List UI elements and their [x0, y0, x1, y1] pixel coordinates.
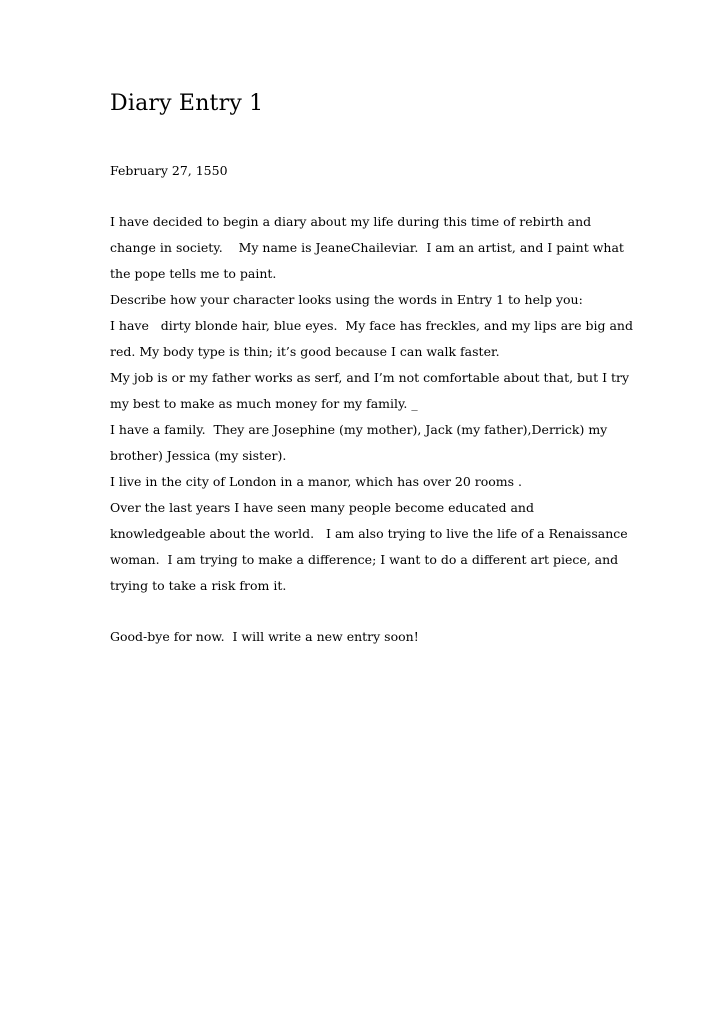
body-line: I have a family. They are Josephine (my mother), Jack (my father),Derrick) my — [110, 422, 608, 437]
closing-line: Good-bye for now. I will write a new entry soon! — [110, 629, 419, 644]
body-line: the pope tells me to paint. — [110, 266, 277, 281]
body-line: Describe how your character looks using the words in Entry 1 to help you: — [110, 292, 583, 307]
entry-date: February 27, 1550 — [110, 163, 228, 178]
page-title: Diary Entry 1 — [110, 91, 264, 116]
body-line: woman. I am trying to make a difference; I want to do a different art piece, and — [110, 552, 619, 567]
body-line: Over the last years I have seen many people become educated and — [110, 500, 534, 515]
body-line: My job is or my father works as serf, and I’m not comfortable about that, but I try — [110, 370, 630, 385]
body-line: I have decided to begin a diary about my life during this time of rebirth and — [110, 214, 592, 229]
body-line: red. My body type is thin; it’s good because I can walk faster. — [110, 344, 500, 359]
body-line: brother) Jessica (my sister). — [110, 448, 287, 463]
body-line: change in society. My name is JeaneChaileviar. I am an artist, and I paint what — [110, 240, 624, 255]
body-line: I have dirty blonde hair, blue eyes. My face has freckles, and my lips are big and — [110, 318, 633, 333]
body-line: knowledgeable about the world. I am also trying to live the life of a Renaissance — [110, 526, 628, 541]
body-line: trying to take a risk from it. — [110, 578, 287, 593]
body-line: I live in the city of London in a manor, which has over 20 rooms . — [110, 474, 523, 489]
body-line: my best to make as much money for my family. _ — [110, 396, 418, 411]
